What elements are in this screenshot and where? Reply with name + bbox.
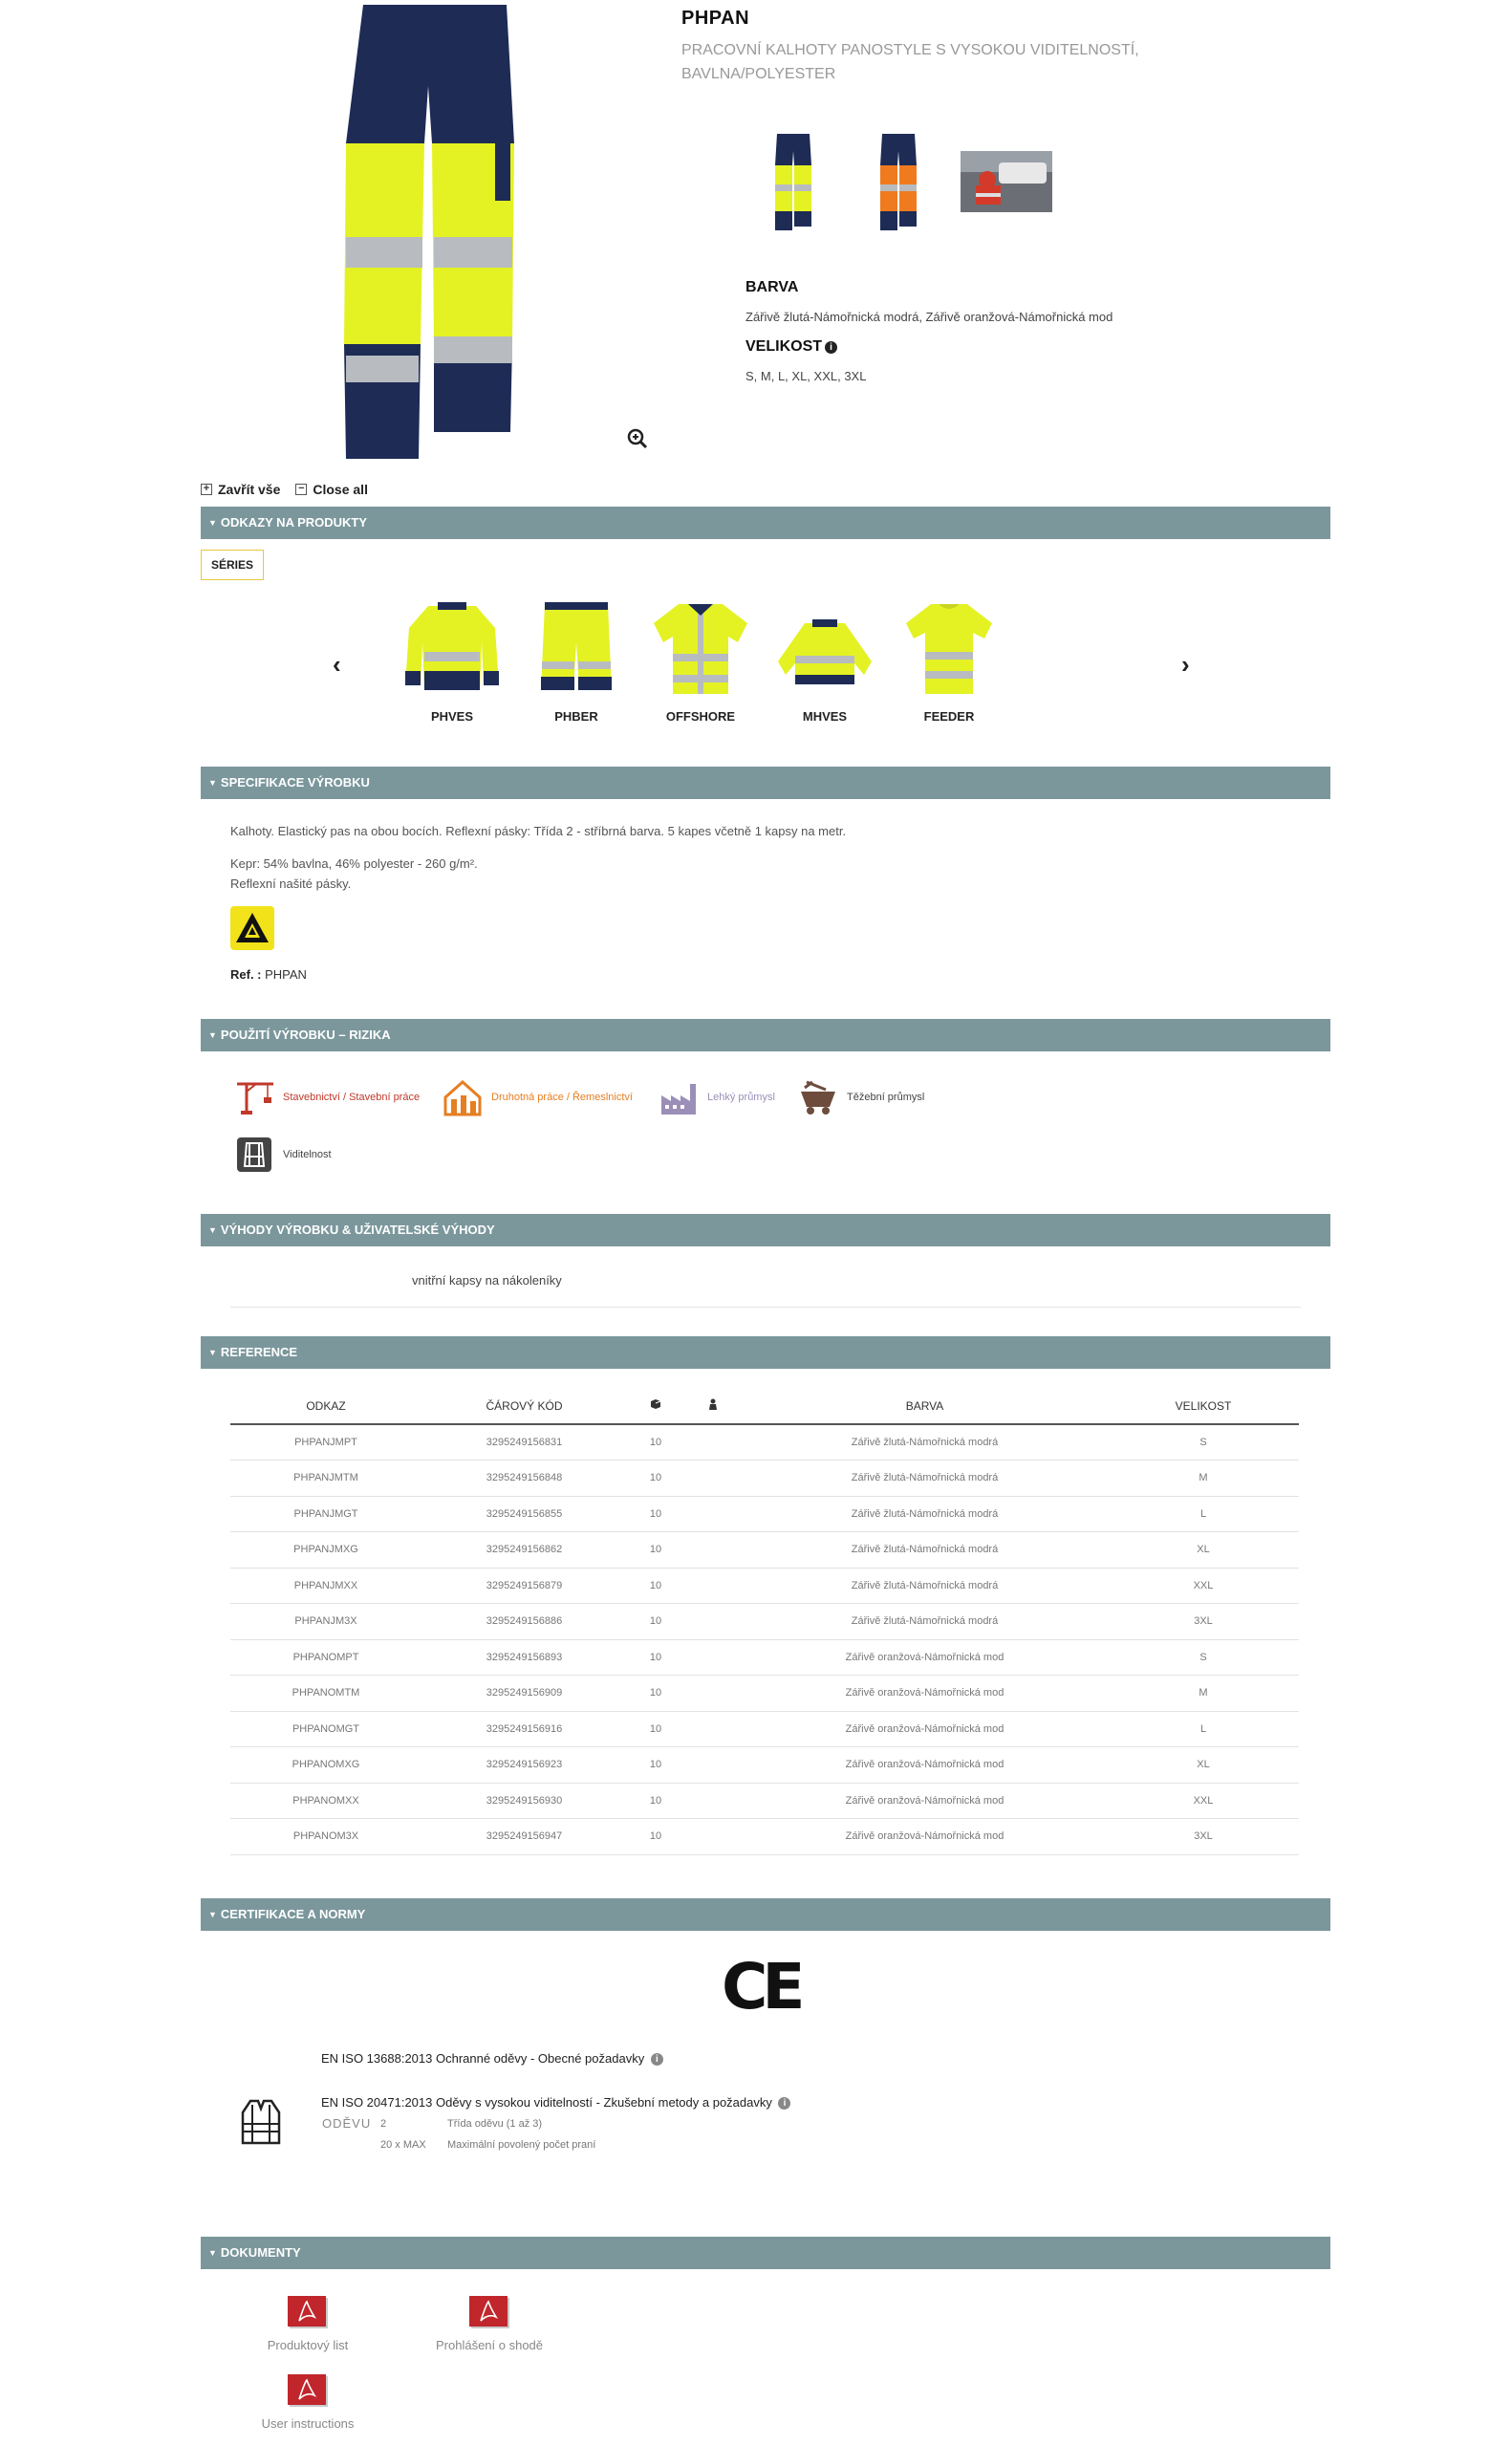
plus-icon: + xyxy=(201,484,212,495)
cell-box-qty: 10 xyxy=(627,1711,684,1747)
cell-size: L xyxy=(1108,1496,1299,1532)
col-header-box xyxy=(627,1388,684,1424)
cell-box-qty: 10 xyxy=(627,1747,684,1784)
cell-color: Zářivě oranžová-Námořnická mod xyxy=(742,1639,1108,1676)
series-item-offshore[interactable] xyxy=(643,595,758,724)
size-label-text: VELIKOST xyxy=(745,338,823,355)
cell-size: M xyxy=(1108,1676,1299,1712)
table-header-row xyxy=(230,1388,1299,1424)
cell-unit xyxy=(684,1676,742,1712)
risk-visibility xyxy=(233,1136,332,1174)
cell-unit xyxy=(684,1461,742,1497)
cell-color: Zářivě oranžová-Námořnická mod xyxy=(742,1819,1108,1855)
product-main-image[interactable] xyxy=(325,0,535,464)
cell-box-qty: 10 xyxy=(627,1639,684,1676)
caret-down-icon: ▼ xyxy=(208,1030,217,1040)
cell-size: S xyxy=(1108,1639,1299,1676)
caret-down-icon: ▼ xyxy=(208,1348,217,1357)
section-title-spec: SPECIFIKACE VÝROBKU xyxy=(220,775,370,790)
cell-barcode: 3295249156879 xyxy=(421,1568,627,1604)
doc-label: Produktový list xyxy=(267,2338,349,2352)
info-icon[interactable]: i xyxy=(778,2097,790,2110)
cell-unit xyxy=(684,1747,742,1784)
series-label: PHVES xyxy=(430,709,474,724)
table-row[interactable] xyxy=(230,1639,1299,1676)
cell-size: 3XL xyxy=(1108,1819,1299,1855)
tshirt-icon xyxy=(896,595,1002,700)
person-icon xyxy=(708,1398,718,1410)
reference-table xyxy=(230,1388,1299,1855)
cell-color: Zářivě oranžová-Námořnická mod xyxy=(742,1747,1108,1784)
series-label: FEEDER xyxy=(923,709,975,724)
cell-color: Zářivě oranžová-Námořnická mod xyxy=(742,1711,1108,1747)
spec-tapes: Reflexní našité pásky. xyxy=(230,877,352,891)
brand-logo-icon xyxy=(230,906,274,950)
pdf-icon xyxy=(467,2294,511,2332)
doc-label: Prohlášení o shodě xyxy=(435,2338,544,2352)
section-title-docs: DOKUMENTY xyxy=(220,2245,301,2260)
thumbnail-worker-photo[interactable] xyxy=(961,151,1052,212)
series-label: OFFSHORE xyxy=(665,709,736,724)
cell-unit xyxy=(684,1711,742,1747)
norm1-text: EN ISO 13688:2013 Ochranné oděvy - Obecné požadavky xyxy=(321,2051,645,2066)
factory-icon xyxy=(658,1078,700,1116)
section-header-reference[interactable] xyxy=(201,1336,1330,1369)
pdf-icon xyxy=(286,2294,330,2332)
section-header-links[interactable] xyxy=(201,507,1330,539)
size-label xyxy=(745,338,837,356)
class-label: ODĚVU xyxy=(322,2116,372,2131)
table-row[interactable] xyxy=(230,1747,1299,1784)
hivis-vest-pictogram-icon xyxy=(241,2099,281,2145)
cell-barcode: 3295249156916 xyxy=(421,1711,627,1747)
cert-norm-general xyxy=(321,2051,663,2066)
cell-box-qty: 10 xyxy=(627,1424,684,1461)
doc-user-instructions[interactable] xyxy=(236,2372,379,2431)
cell-ref: PHPANOM3X xyxy=(230,1819,421,1855)
cell-barcode: 3295249156855 xyxy=(421,1496,627,1532)
section-title-reference: REFERENCE xyxy=(220,1345,298,1359)
table-row[interactable] xyxy=(230,1783,1299,1819)
product-title: PHPAN xyxy=(681,8,750,29)
cell-ref: PHPANOMPT xyxy=(230,1639,421,1676)
reference-table-body xyxy=(230,1424,1299,1854)
wash-description: Maximální povolený počet praní xyxy=(447,2139,596,2151)
section-title-benefits: VÝHODY VÝROBKU & UŽIVATELSKÉ VÝHODY xyxy=(220,1223,495,1237)
cell-box-qty: 10 xyxy=(627,1676,684,1712)
risk-label: Těžební průmysl xyxy=(847,1092,925,1103)
cell-barcode: 3295249156923 xyxy=(421,1747,627,1784)
section-header-certs[interactable] xyxy=(201,1898,1330,1931)
class-value: 2 xyxy=(380,2118,387,2130)
cell-box-qty: 10 xyxy=(627,1819,684,1855)
col-header-color[interactable]: BARVA xyxy=(742,1388,1108,1424)
section-header-spec[interactable] xyxy=(201,767,1330,799)
cell-size: XXL xyxy=(1108,1568,1299,1604)
product-subtitle: PRACOVNÍ KALHOTY PANOSTYLE S VYSOKOU VIDITELNOSTÍ, BAVLNA/POLYESTER xyxy=(681,42,1139,82)
cell-barcode: 3295249156831 xyxy=(421,1424,627,1461)
cell-size: L xyxy=(1108,1711,1299,1747)
col-header-unit xyxy=(684,1388,742,1424)
cell-unit xyxy=(684,1604,742,1640)
caret-down-icon: ▼ xyxy=(208,2248,217,2258)
jacket-icon xyxy=(772,595,877,700)
caret-down-icon: ▼ xyxy=(208,1225,217,1235)
series-item-phber[interactable] xyxy=(519,595,634,724)
doc-declaration[interactable] xyxy=(418,2294,561,2352)
info-icon[interactable]: i xyxy=(825,341,837,354)
thumbnail-orange-pants[interactable] xyxy=(875,132,922,232)
minus-icon: − xyxy=(295,484,307,495)
table-row[interactable] xyxy=(230,1711,1299,1747)
risk-crafts xyxy=(442,1078,633,1116)
cell-ref: PHPANJMTM xyxy=(230,1461,421,1497)
cell-ref: PHPANOMXX xyxy=(230,1783,421,1819)
col-header-barcode[interactable]: ČÁROVÝ KÓD xyxy=(421,1388,627,1424)
expand-collapse-controls xyxy=(201,482,378,497)
table-row[interactable] xyxy=(230,1532,1299,1569)
section-header-docs[interactable] xyxy=(201,2237,1330,2269)
cell-color: Zářivě žlutá-Námořnická modrá xyxy=(742,1424,1108,1461)
cell-ref: PHPANJMPT xyxy=(230,1424,421,1461)
table-row[interactable] xyxy=(230,1568,1299,1604)
risk-construction xyxy=(233,1078,420,1116)
box-icon xyxy=(650,1398,661,1410)
section-title-certs: CERTIFIKACE A NORMY xyxy=(220,1907,366,1921)
cell-box-qty: 10 xyxy=(627,1568,684,1604)
wash-value: 20 x MAX xyxy=(380,2139,426,2151)
carousel-prev-arrow[interactable]: ‹ xyxy=(333,650,341,679)
cell-color: Zářivě žlutá-Námořnická modrá xyxy=(742,1461,1108,1497)
series-label: MHVES xyxy=(802,709,848,724)
spec-description: Kalhoty. Elastický pas na obou bocích. Reflexní pásky: Třída 2 - stříbrná barva. 5 kapes včetně 1 kapsy na metr. xyxy=(230,824,847,838)
cell-barcode: 3295249156886 xyxy=(421,1604,627,1640)
cell-barcode: 3295249156930 xyxy=(421,1783,627,1819)
cell-ref: PHPANOMXG xyxy=(230,1747,421,1784)
cell-ref: PHPANJMGT xyxy=(230,1496,421,1532)
cell-box-qty: 10 xyxy=(627,1604,684,1640)
cell-unit xyxy=(684,1424,742,1461)
class-description: Třída oděvu (1 až 3) xyxy=(447,2118,543,2130)
cell-color: Zářivě žlutá-Námořnická modrá xyxy=(742,1604,1108,1640)
cell-size: S xyxy=(1108,1424,1299,1461)
color-label: BARVA xyxy=(745,279,799,295)
table-row[interactable] xyxy=(230,1676,1299,1712)
spec-reference xyxy=(230,967,307,982)
ce-mark: CE xyxy=(722,1950,800,2024)
cell-ref: PHPANJMXX xyxy=(230,1568,421,1604)
table-row[interactable] xyxy=(230,1819,1299,1855)
series-item-mhves[interactable] xyxy=(767,595,882,724)
color-value: Zářivě žlutá-Námořnická modrá, Zářivě oranžová-Námořnická mod xyxy=(745,310,1113,324)
ref-label: Ref. : xyxy=(230,967,262,982)
shorts-icon xyxy=(524,595,629,700)
cell-ref: PHPANOMTM xyxy=(230,1676,421,1712)
table-row[interactable] xyxy=(230,1461,1299,1497)
cell-unit xyxy=(684,1639,742,1676)
cell-box-qty: 10 xyxy=(627,1496,684,1532)
table-row[interactable] xyxy=(230,1604,1299,1640)
doc-label: User instructions xyxy=(261,2416,355,2431)
series-item-phves[interactable] xyxy=(395,595,509,724)
hivis-vest-icon xyxy=(233,1136,275,1174)
col-header-ref[interactable]: ODKAZ xyxy=(230,1388,421,1424)
cell-box-qty: 10 xyxy=(627,1783,684,1819)
risk-label: Viditelnost xyxy=(283,1149,332,1160)
benefit-item: vnitřní kapsy na nákoleníky xyxy=(230,1258,1301,1308)
cell-unit xyxy=(684,1532,742,1569)
polo-icon xyxy=(648,595,753,700)
series-item-feeder[interactable] xyxy=(892,595,1006,724)
cell-unit xyxy=(684,1496,742,1532)
carousel-next-arrow[interactable]: › xyxy=(1181,650,1190,679)
cell-unit xyxy=(684,1819,742,1855)
info-icon[interactable]: i xyxy=(651,2053,663,2066)
thumbnail-yellow-pants[interactable] xyxy=(769,132,817,232)
crane-icon xyxy=(233,1078,275,1116)
cell-size: 3XL xyxy=(1108,1604,1299,1640)
table-row[interactable] xyxy=(230,1496,1299,1532)
close-all-toggle[interactable] xyxy=(295,482,368,497)
section-header-benefits[interactable] xyxy=(201,1214,1330,1246)
section-header-usage[interactable] xyxy=(201,1019,1330,1051)
risk-label: Druhotná práce / Řemeslnictví xyxy=(491,1092,633,1103)
col-header-size[interactable]: VELIKOST xyxy=(1108,1388,1299,1424)
pdf-icon xyxy=(286,2372,330,2411)
cell-ref: PHPANJMXG xyxy=(230,1532,421,1569)
caret-down-icon: ▼ xyxy=(208,518,217,528)
cell-ref: PHPANOMGT xyxy=(230,1711,421,1747)
spec-fabric: Kepr: 54% bavlna, 46% polyester - 260 g/m². xyxy=(230,856,478,871)
risk-label: Lehký průmysl xyxy=(707,1092,775,1103)
cell-box-qty: 10 xyxy=(627,1461,684,1497)
caret-down-icon: ▼ xyxy=(208,1910,217,1919)
cell-barcode: 3295249156947 xyxy=(421,1819,627,1855)
size-value: S, M, L, XL, XXL, 3XL xyxy=(745,369,867,383)
cell-color: Zářivě oranžová-Námořnická mod xyxy=(742,1783,1108,1819)
cell-size: XXL xyxy=(1108,1783,1299,1819)
section-title-links: ODKAZY NA PRODUKTY xyxy=(220,515,368,530)
cell-barcode: 3295249156848 xyxy=(421,1461,627,1497)
open-all-toggle[interactable] xyxy=(201,482,280,497)
cell-color: Zářivě žlutá-Námořnická modrá xyxy=(742,1532,1108,1569)
jacket-icon xyxy=(400,595,505,700)
doc-product-sheet[interactable] xyxy=(236,2294,379,2352)
house-icon xyxy=(442,1078,484,1116)
cell-color: Zářivě žlutá-Námořnická modrá xyxy=(742,1496,1108,1532)
section-title-usage: POUŽITÍ VÝROBKU – RIZIKA xyxy=(220,1028,391,1042)
cell-box-qty: 10 xyxy=(627,1532,684,1569)
table-row[interactable] xyxy=(230,1424,1299,1461)
caret-down-icon: ▼ xyxy=(208,778,217,788)
cell-unit xyxy=(684,1783,742,1819)
risk-mining xyxy=(797,1078,924,1116)
zoom-icon[interactable] xyxy=(627,428,648,449)
close-all-label: Close all xyxy=(313,482,368,497)
cell-barcode: 3295249156862 xyxy=(421,1532,627,1569)
risk-label: Stavebnictví / Stavební práce xyxy=(283,1092,421,1103)
mine-cart-icon xyxy=(797,1078,839,1116)
cell-color: Zářivě oranžová-Námořnická mod xyxy=(742,1676,1108,1712)
cell-unit xyxy=(684,1568,742,1604)
norm2-text: EN ISO 20471:2013 Oděvy s vysokou viditelností - Zkušební metody a požadavky xyxy=(321,2095,772,2110)
risk-light-industry xyxy=(658,1078,775,1116)
cell-size: XL xyxy=(1108,1747,1299,1784)
ref-value: PHPAN xyxy=(265,967,307,982)
series-tag[interactable]: SÉRIES xyxy=(201,550,264,580)
open-all-label: Zavřít vše xyxy=(218,482,281,497)
series-label: PHBER xyxy=(554,709,598,724)
cell-barcode: 3295249156909 xyxy=(421,1676,627,1712)
cell-color: Zářivě žlutá-Námořnická modrá xyxy=(742,1568,1108,1604)
cell-size: XL xyxy=(1108,1532,1299,1569)
cell-barcode: 3295249156893 xyxy=(421,1639,627,1676)
cell-ref: PHPANJM3X xyxy=(230,1604,421,1640)
cert-norm-hivis xyxy=(321,2095,790,2110)
cell-size: M xyxy=(1108,1461,1299,1497)
